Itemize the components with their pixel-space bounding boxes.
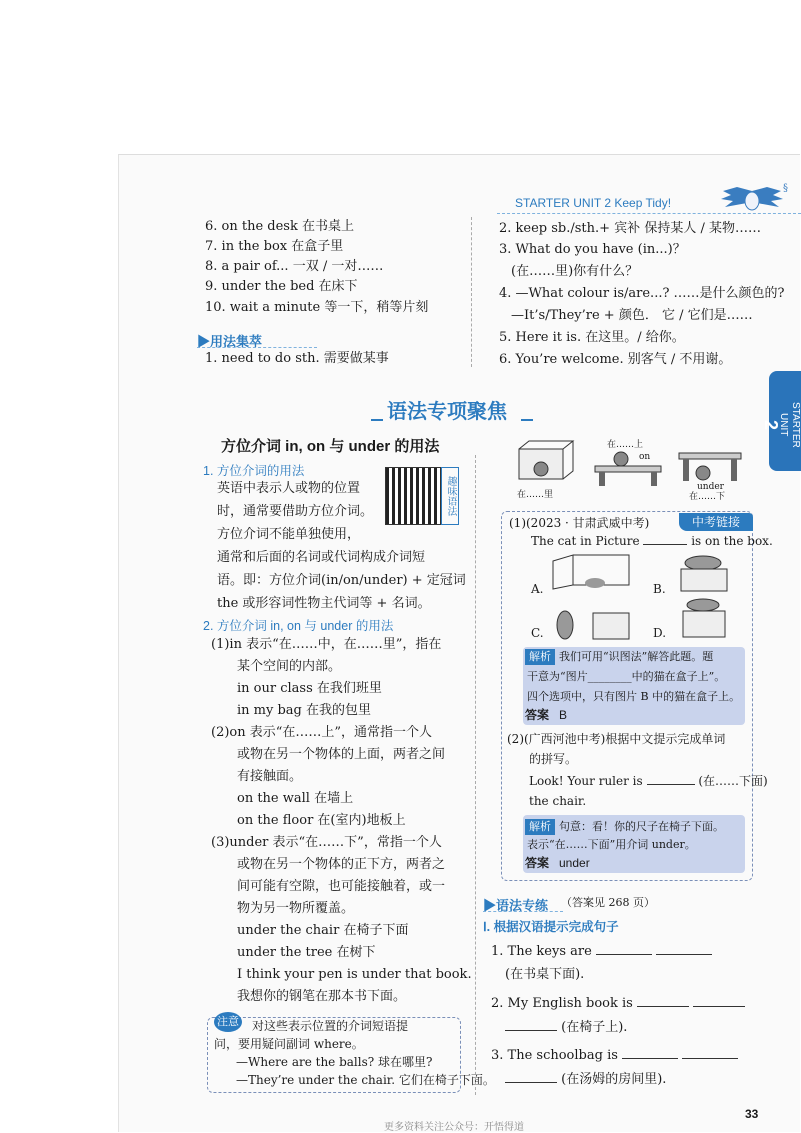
sec1-line4: 通常和后面的名词或代词构成介词短	[217, 550, 426, 565]
tip-line2: 问，要用疑问副词 where。	[214, 1037, 364, 1051]
sec1-line5: 语。即：方位介词(in/on/under) + 定冠词	[217, 573, 466, 588]
option-d-label[interactable]: D.	[653, 626, 667, 640]
usage-underline	[197, 347, 317, 348]
sec2-line4: in my bag 在我的包里	[237, 703, 371, 718]
sec2-line6: 或物在另一个物体的上面，两者之间	[237, 747, 446, 762]
sec2-title: 2. 方位介词 in, on 与 under 的用法	[203, 619, 394, 633]
unit-header: STARTER UNIT 2 Keep Tidy!	[515, 196, 672, 210]
practice-q2	[491, 993, 745, 1014]
phrase-right-3: 3. What do you have (in...)？	[499, 242, 686, 257]
column-divider-bottom	[475, 455, 476, 1095]
pic-on-label: on	[639, 452, 651, 462]
analysis-label-2: 解析	[525, 819, 555, 835]
analysis1-line3: 四个选项中，只有图片 B 中的猫在盒子上。	[527, 690, 741, 703]
option-a-label[interactable]: A.	[531, 582, 544, 596]
page-number: 33	[745, 1107, 759, 1121]
title-rule-right	[521, 419, 533, 421]
practice-q2-a: 2. My English book is	[491, 996, 633, 1011]
practice-q3-line2	[505, 1069, 666, 1090]
unit-side-tab	[761, 371, 801, 471]
practice-q2-blank1[interactable]	[637, 993, 689, 1007]
q1-answer-blank[interactable]	[643, 531, 687, 545]
practice-q1	[491, 941, 712, 962]
practice-q2-blank2[interactable]	[693, 993, 745, 1007]
footer-note: 更多资料关注公众号：开悟得道	[384, 1122, 524, 1133]
answer-label-1: 答案	[525, 708, 550, 722]
practice-q3-blank3[interactable]	[505, 1069, 557, 1083]
sec1-line6: the 或形容词性物主代词等 + 名词。	[217, 596, 431, 611]
sec2-line3: in our class 在我们班里	[237, 681, 382, 696]
tip-line4: —They’re under the chair. 它们在椅子下面。	[236, 1073, 495, 1087]
practice-q1-blank2[interactable]	[656, 941, 712, 955]
analysis1-line2: 干意为“图片________中的猫在盒子上”。	[527, 670, 726, 683]
practice-q1-a: 1. The keys are	[491, 944, 592, 959]
svg-text:§: §	[783, 183, 788, 194]
title-rule-left	[371, 419, 383, 421]
practice-q2-line2	[505, 1017, 627, 1038]
phrase-right-2: 2. keep sb./sth.+ 宾补 保持某人 / 某物……	[499, 221, 761, 236]
tip-line1: 对这些表示位置的介词短语提	[252, 1019, 409, 1033]
option-b-cat-on-box-icon[interactable]	[673, 551, 733, 593]
sidetab-num: 2	[761, 419, 781, 430]
sec1-line2: 时，通常要借助方位介词。	[217, 504, 374, 519]
analysis-box-2	[523, 815, 745, 873]
usage-item-1: 1. need to do sth. 需要做某事	[205, 351, 389, 366]
sec2-line10: (3)under 表示“在……下”，常指一个人	[211, 835, 442, 850]
sec2-line11: 或物在另一个物体的正下方，两者之	[237, 857, 446, 872]
tip-label: 注意	[214, 1012, 242, 1032]
analysis2-line2: 表示“在……下面”用介词 under。	[527, 838, 696, 851]
q2-stem-b: (在……下面)	[698, 774, 768, 788]
q1-stem-b: is on the box.	[691, 534, 773, 548]
sec2-line13: 物为另一物所覆盖。	[237, 901, 355, 916]
usage-title: ▶用法集萃	[197, 334, 263, 349]
sec2-line15: under the tree 在树下	[237, 945, 376, 960]
qr-tag: 趣味语法	[441, 467, 459, 525]
phrase-right-4b: —It’s/They’re + 颜色． 它 / 它们是……	[511, 308, 753, 323]
q2-line2: 的拼写。	[529, 752, 578, 766]
practice-q3-blank2[interactable]	[682, 1045, 738, 1059]
pic-on-cn-label: 在……上	[607, 440, 644, 450]
pic-in-label: 在……里	[517, 490, 554, 500]
q2-line1: (2)(广西河池中考)根据中文提示完成单词	[507, 732, 726, 746]
phrase-right-5: 5. Here it is. 在这里。/ 给你。	[499, 330, 685, 345]
sidetab-line2: UNIT	[778, 413, 789, 437]
option-d-cat-on-box-icon[interactable]	[673, 595, 733, 641]
wings-logo-icon	[717, 183, 787, 213]
sec1-line3: 方位介词不能单独使用，	[217, 527, 361, 542]
phrase-left-6: 6. on the desk 在书桌上	[205, 219, 354, 234]
practice-q3	[491, 1045, 738, 1066]
practice-q2-b: (在椅子上).	[561, 1020, 628, 1035]
phrase-left-8: 8. a pair of... 一双 / 一对……	[205, 259, 384, 274]
practice-q3-b: (在汤姆的房间里).	[561, 1072, 667, 1087]
sec2-line14: under the chair 在椅子下面	[237, 923, 409, 938]
qr-code-icon[interactable]	[385, 467, 441, 525]
practice-q3-blank1[interactable]	[622, 1045, 678, 1059]
q1-title: (1)(2023 · 甘肃武威中考)	[509, 516, 650, 530]
q2-stem	[529, 771, 768, 791]
practice-q3-a: 3. The schoolbag is	[491, 1048, 618, 1063]
phrase-left-10: 10. wait a minute 等一下，稍等片刻	[205, 300, 429, 315]
q2-stem-a: Look! Your ruler is	[529, 774, 643, 788]
sec2-line9: on the floor 在(室内)地板上	[237, 813, 406, 828]
sec1-title: 1. 方位介词的用法	[203, 464, 305, 478]
grammar-focus-title: 语法专项聚焦	[387, 401, 507, 423]
option-b-label[interactable]: B.	[653, 582, 666, 596]
sec2-line17: 我想你的钢笔在那本书下面。	[237, 989, 407, 1004]
option-c-label[interactable]: C.	[531, 626, 544, 640]
tip-box	[207, 1016, 495, 1093]
q2-stem-c: the chair.	[529, 794, 587, 808]
phrase-left-7: 7. in the box 在盒子里	[205, 239, 344, 254]
table-on-illustration-icon	[591, 449, 665, 489]
textbook-page	[118, 154, 800, 1132]
practice-q1-blank1[interactable]	[596, 941, 652, 955]
sec2-line1: (1)in 表示“在……中，在……里”，指在	[211, 637, 442, 652]
sec2-line7: 有接触面。	[237, 769, 303, 784]
box-in-illustration-icon	[515, 439, 575, 487]
sec2-line16: I think your pen is under that book.	[237, 967, 472, 982]
option-a-cat-under-box-icon[interactable]	[549, 551, 633, 593]
phrase-right-4: 4. —What colour is/are...? ……是什么颜色的?	[499, 286, 785, 301]
exam-link-tab: 中考链接	[679, 513, 753, 531]
analysis-box-1	[523, 647, 745, 725]
answer-1: B	[559, 708, 568, 722]
q1-stem	[531, 531, 773, 551]
sec2-line5: (2)on 表示“在……上”，通常指一个人	[211, 725, 433, 740]
pic-under-cn-label: 在……下	[689, 492, 726, 502]
tip-line3: —Where are the balls? 球在哪里?	[236, 1055, 433, 1069]
sec1-line1: 英语中表示人或物的位置	[217, 481, 361, 496]
practice-q2-blank3[interactable]	[505, 1017, 557, 1031]
practice-note: （答案见 268 页）	[561, 896, 655, 909]
pic-under-label: under	[697, 482, 724, 492]
analysis2-line1: 句意：看！你的尺子在椅子下面。	[559, 820, 724, 833]
practice-q1-b: (在书桌下面).	[505, 967, 585, 982]
practice-underline	[483, 911, 563, 912]
header-divider	[497, 213, 801, 214]
main-heading: 方位介词 in, on 与 under 的用法	[221, 438, 440, 455]
answer-2: under	[559, 856, 590, 870]
q2-answer-blank[interactable]	[647, 771, 695, 785]
analysis-label-1: 解析	[525, 649, 555, 665]
q1-stem-a: The cat in Picture	[531, 534, 640, 548]
column-divider-top	[471, 217, 472, 367]
practice-title: ▶语法专练	[483, 898, 549, 913]
sidetab-line1: STARTER	[790, 402, 801, 448]
practice-sub: Ⅰ. 根据汉语提示完成句子	[483, 920, 619, 934]
sec2-line12: 间可能有空隙，也可能接触着，或一	[237, 879, 446, 894]
sec2-line2: 某个空间的内部。	[237, 659, 342, 674]
phrase-right-6: 6. You’re welcome. 别客气 / 不用谢。	[499, 352, 732, 367]
analysis1-line1: 我们可用“识图法”解答此题。题	[559, 650, 714, 663]
phrase-right-3-cn: (在……里)你有什么？	[511, 264, 639, 279]
answer-label-2: 答案	[525, 856, 550, 870]
phrase-left-9: 9. under the bed 在床下	[205, 279, 358, 294]
sec2-line8: on the wall 在墙上	[237, 791, 354, 806]
option-c-cat-beside-box-icon[interactable]	[549, 595, 633, 641]
